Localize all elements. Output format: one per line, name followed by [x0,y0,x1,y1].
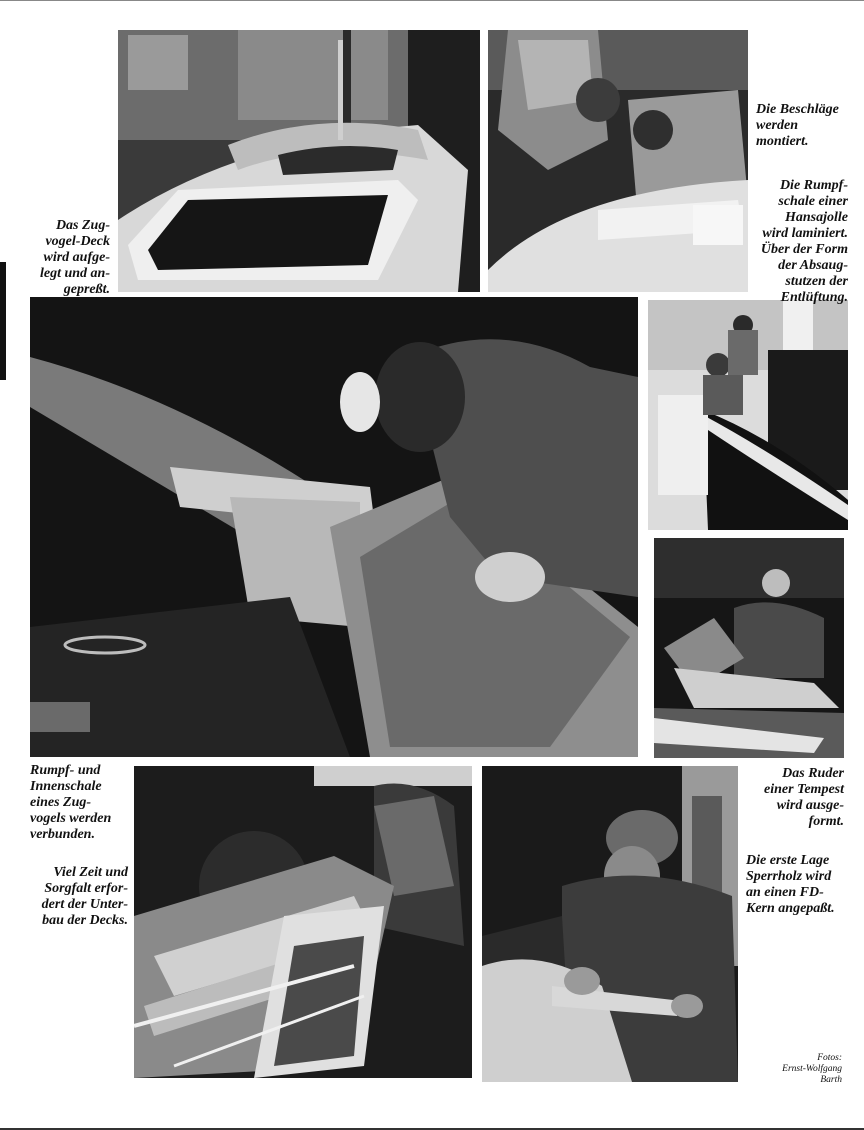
photo-innenschale-image [30,297,638,757]
photo-ruder [654,538,844,758]
caption-rumpfschale: Die Rumpf- schale einer Hansajolle wird laminiert. Über der Form der Absaug- stutzen der Entlüftung. [760,178,848,305]
photo-ruder-image [654,538,844,758]
caption-beschlaege: Die Beschläge werden montiert. [756,102,839,149]
caption-innenschale: Rumpf- und Innenschale eines Zug- vogels werden verbunden. [30,763,112,842]
photo-unterbau-image [134,766,472,1078]
caption-zugvogel-deck: Das Zug- vogel-Deck wird aufge- legt und an- gepreßt. [39,218,110,297]
caption-ruder: Das Ruder einer Tempest wird ausge- formt. [764,766,844,829]
photo-credit: Fotos: Ernst-Wolfgang Barth [782,1053,842,1085]
photo-beschlaege [488,30,748,292]
caption-unterbau: Viel Zeit und Sorgfalt erfor- dert der Unter- bau der Decks. [41,865,128,928]
photo-rumpfschale [648,300,848,530]
photo-zugvogel-deck [118,30,480,292]
photo-unterbau [134,766,472,1078]
photo-zugvogel-deck-image [118,30,480,292]
caption-sperrholz: Die erste Lage Sperrholz wird an einen FD- Kern angepaßt. [746,853,835,916]
photo-beschlaege-image [488,30,748,292]
photo-sperrholz [482,766,738,1082]
photo-innenschale [30,297,638,757]
photo-rumpfschale-image [648,300,848,530]
photo-sperrholz-image [482,766,738,1082]
